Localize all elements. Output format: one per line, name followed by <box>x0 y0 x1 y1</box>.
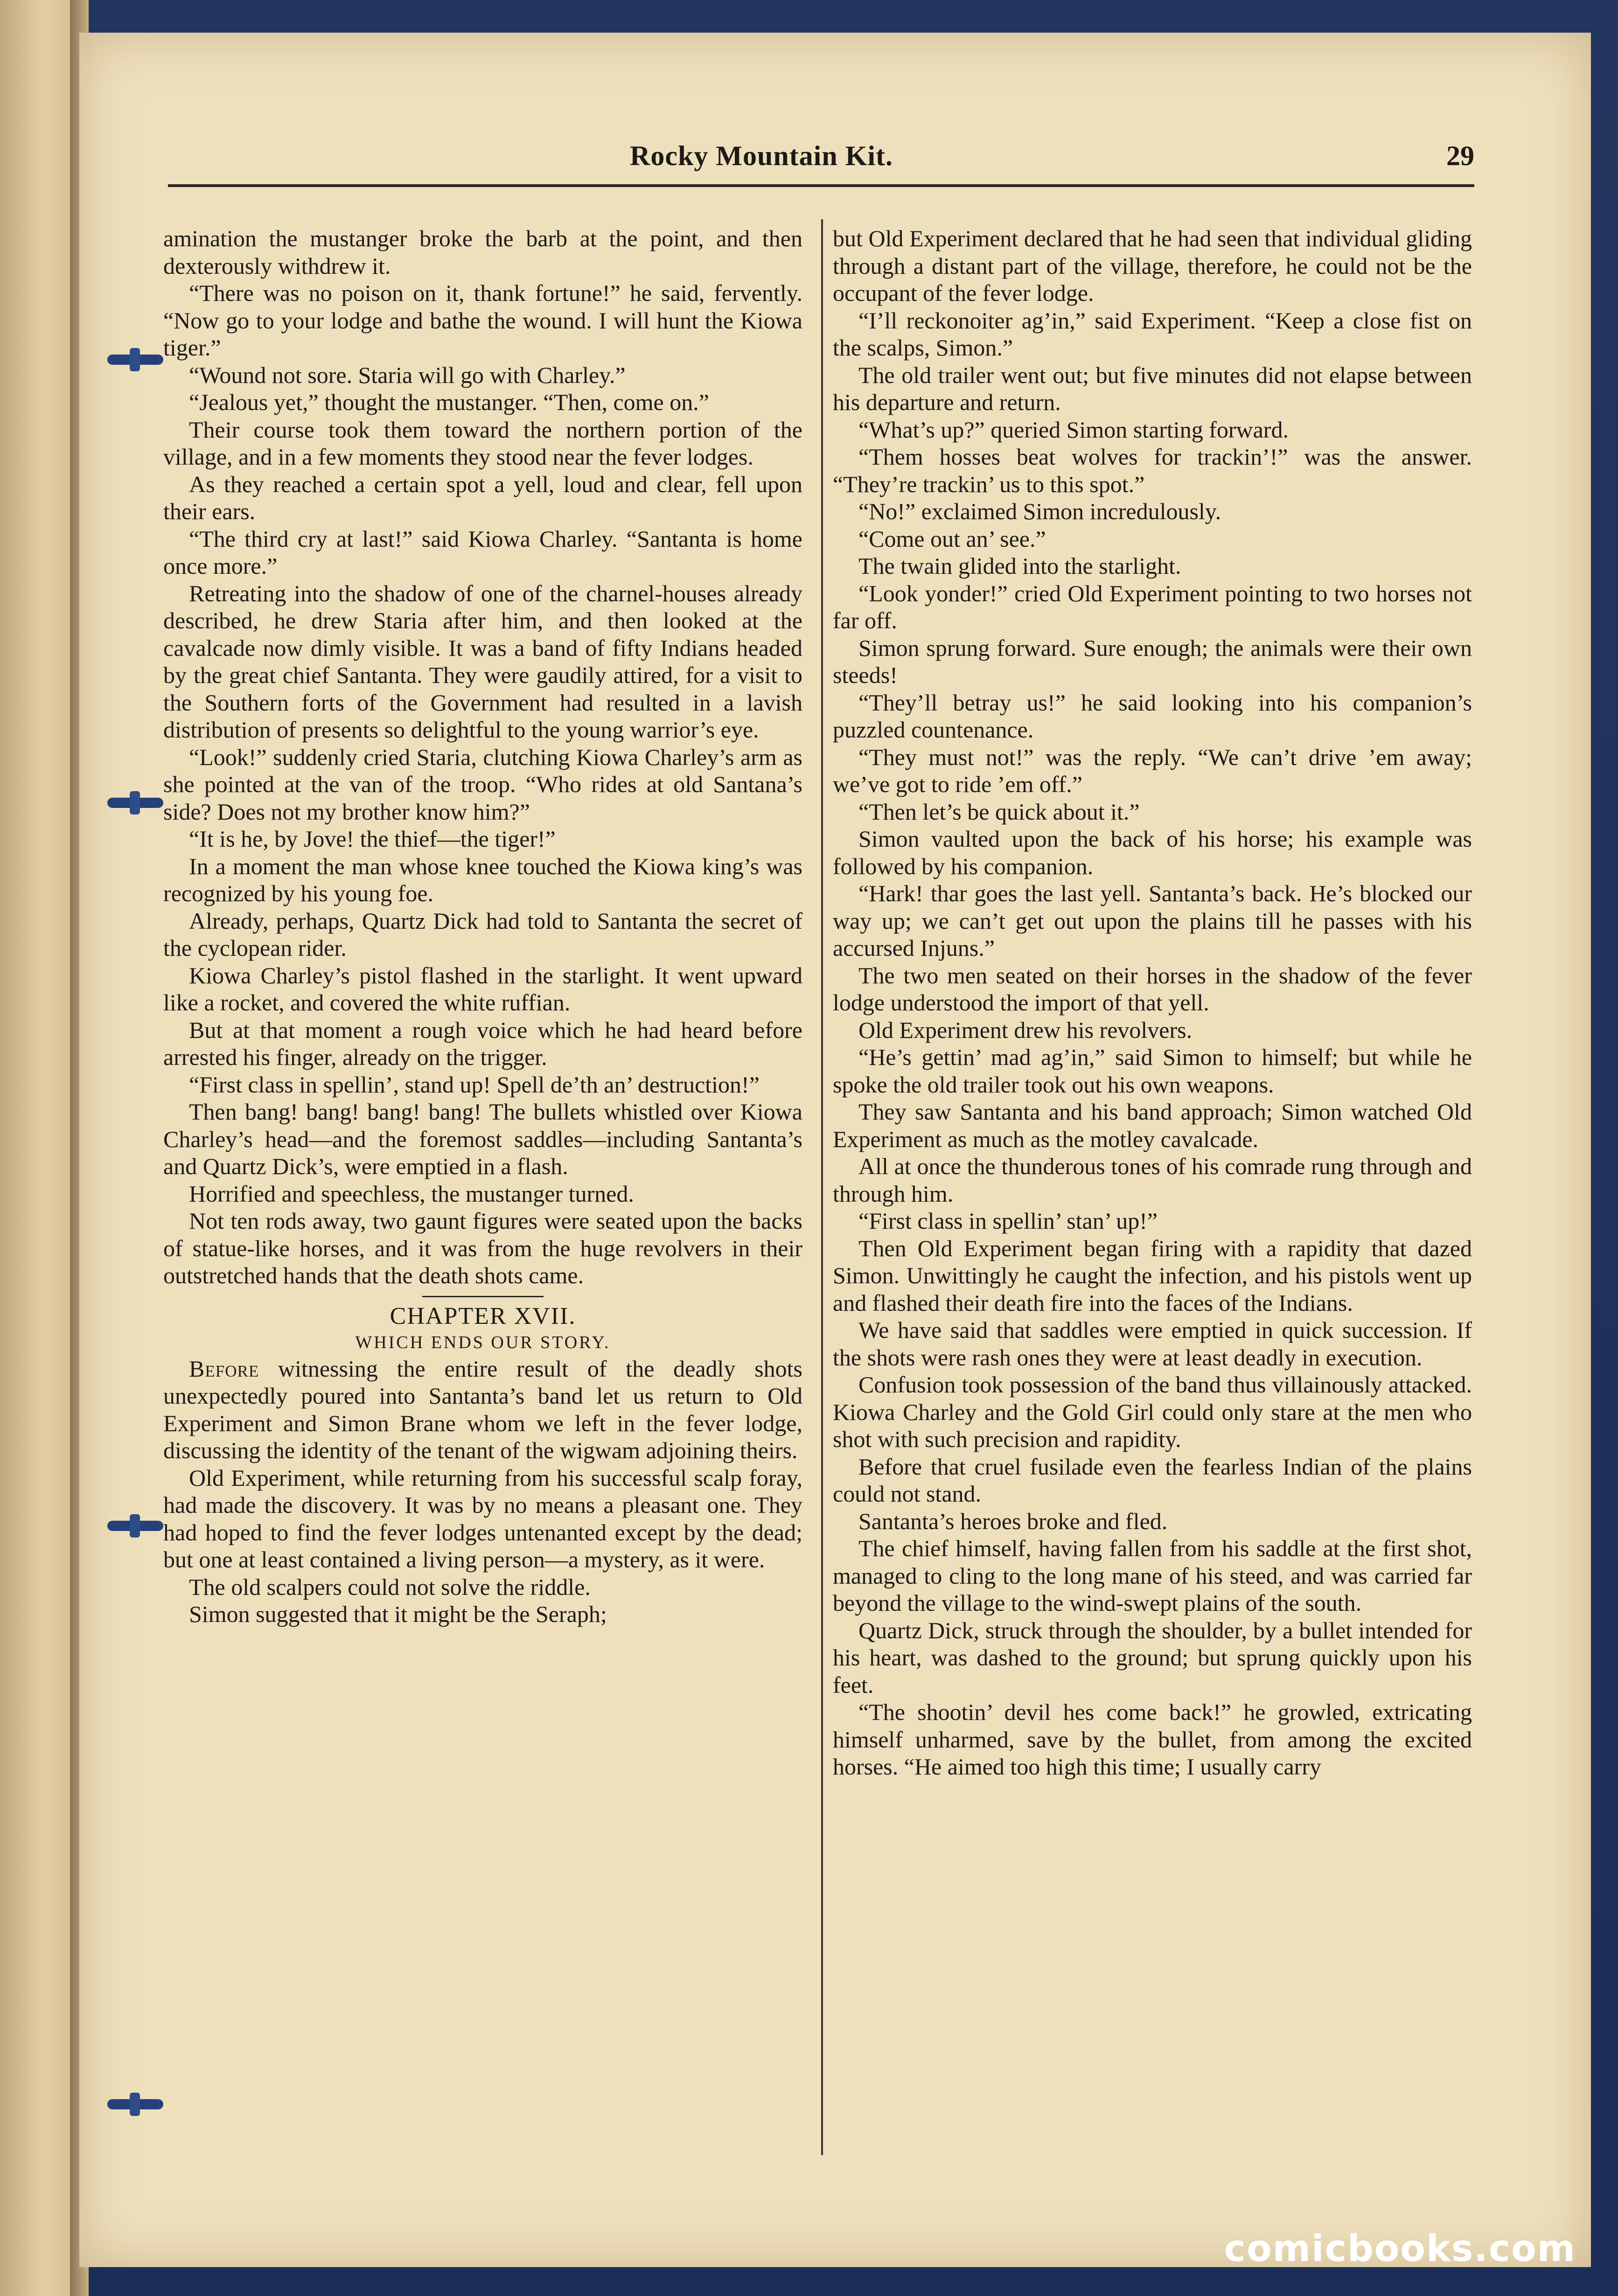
paragraph: Before that cruel fusilade even the fearless Indian of the plains could not stand. <box>833 1453 1472 1507</box>
paragraph: “He’s gettin’ mad ag’in,” said Simon to himself; but while he spoke the old trailer took out his own weapons. <box>833 1044 1472 1098</box>
paragraph: “They must not!” was the reply. “We can’t drive ’em away; we’ve got to ride ’em off.” <box>833 744 1472 797</box>
paragraph: Kiowa Charley’s pistol flashed in the starlight. It went upward like a rocket, and covered the white ruffian. <box>163 962 802 1016</box>
chapter-title: CHAPTER XVII. <box>390 1302 576 1329</box>
paragraph: Then Old Experiment began firing with a rapidity that dazed Simon. Unwittingly he caught the infection, and his pistols went up and flashed their death fire into the faces of the Indians. <box>833 1235 1472 1316</box>
paragraph: They saw Santanta and his band approach; Simon watched Old Experiment as much as the motley cavalcade. <box>833 1099 1472 1152</box>
paragraph: “They’ll betray us!” he said looking into his companion’s puzzled countenance. <box>833 689 1472 743</box>
paragraph: “Then let’s be quick about it.” <box>858 798 1140 825</box>
paragraph: “It is he, by Jove! the thief—the tiger!” <box>189 826 556 852</box>
paragraph: “Look!” suddenly cried Staria, clutching Kiowa Charley’s arm as she pointed at the van of the troop. “Who rides at old Santana’s side? Does not my brother know him?” <box>163 744 802 825</box>
paragraph: “Wound not sore. Staria will go with Charley.” <box>189 362 626 388</box>
watermark: comicbooks.com <box>1224 2228 1576 2270</box>
binding-stitch <box>107 1521 163 1531</box>
running-title: Rocky Mountain Kit. <box>630 140 893 171</box>
paragraph: “No!” exclaimed Simon incredulously. <box>858 498 1221 524</box>
chapter-rule <box>422 1296 544 1297</box>
previous-page-edge <box>0 0 70 2296</box>
paragraph: Then bang! bang! bang! bang! The bullets whistled over Kiowa Charley’s head—and the foremost saddles—including Santanta’s and Quartz Dick’s, were emptied in a flash. <box>163 1099 802 1179</box>
paragraph: “Look yonder!” cried Old Experiment pointing to two horses not far off. <box>833 580 1472 633</box>
paragraph-text: witnessing the entire result of the deadly shots unexpectedly poured into Santanta’s band let us return to Old Experiment and Simon Brane whom we left in the fever lodge, discussing the identity of the tenant of the wigwam adjoining theirs. <box>163 1355 802 1463</box>
paragraph: Horrified and speechless, the mustanger turned. <box>189 1180 634 1207</box>
paragraph: Confusion took possession of the band thus villainously attacked. Kiowa Charley and the Gold Girl could only stare at the men who shot with such precision and rapidity. <box>833 1371 1472 1452</box>
paragraph: Quartz Dick, struck through the shoulder, by a bullet intended for his heart, was dashed to the ground; but sprung quickly upon his feet. <box>833 1617 1472 1698</box>
paragraph: but Old Experiment declared that he had seen that individual gliding through a distant part of the village, therefore, he could not be the occupant of the fever lodge. <box>833 225 1472 306</box>
paragraph: “Hark! thar goes the last yell. Santanta’s back. He’s blocked our way up; we can’t get out upon the plains till he passes with his accursed Injuns.” <box>833 880 1472 961</box>
paragraph: The twain glided into the starlight. <box>858 553 1181 579</box>
paragraph: But at that moment a rough voice which he had heard before arrested his finger, already on the trigger. <box>163 1016 802 1070</box>
binding-stitch <box>107 2099 163 2109</box>
paragraph: Simon suggested that it might be the Seraph; <box>189 1601 607 1627</box>
paragraph: “Come out an’ see.” <box>858 525 1046 552</box>
right-column <box>833 225 1472 2175</box>
column-divider <box>821 219 823 2155</box>
paragraph: “Jealous yet,” thought the mustanger. “Then, come on.” <box>189 389 709 415</box>
paragraph: “There was no poison on it, thank fortune!” he said, fervently. “Now go to your lodge and bathe the wound. I will hunt the Kiowa tiger.” <box>163 280 802 361</box>
paragraph: Old Experiment, while returning from his successful scalp foray, had made the discovery. It was by no means a pleasant one. They had hoped to find the fever lodges untenanted except by the dead; but one at least contained a living person—a mystery, as it were. <box>163 1464 802 1572</box>
paragraph: amination the mustanger broke the barb at the point, and then dexterously withdrew it. <box>163 225 802 279</box>
paragraph: Simon sprung forward. Sure enough; the animals were their own steeds! <box>833 634 1472 688</box>
page-header <box>168 140 1474 187</box>
paragraph: Their course took them toward the northern portion of the village, and in a few moments they stood near the fever lodges. <box>163 416 802 470</box>
binding-stitch <box>107 798 163 808</box>
paragraph: “I’ll reckonoiter ag’in,” said Experiment. “Keep a close fist on the scalps, Simon.” <box>833 307 1472 361</box>
paragraph: The old trailer went out; but five minutes did not elapse between his departure and return. <box>833 362 1472 415</box>
paragraph: “First class in spellin’, stand up! Spell de’th an’ destruction!” <box>189 1071 760 1098</box>
chapter-heading <box>163 1296 802 1354</box>
paragraph: Not ten rods away, two gaunt figures were seated upon the backs of statue-like horses, and it was from the huge revolvers in their outstretched hands that the death shots came. <box>163 1208 802 1288</box>
paragraph: Simon vaulted upon the back of his horse; his example was followed by his companion. <box>833 826 1472 879</box>
paragraph: Old Experiment drew his revolvers. <box>858 1016 1193 1043</box>
paragraph: In a moment the man whose knee touched the Kiowa king’s was recognized by his young foe. <box>163 853 802 906</box>
paragraph: “Them hosses beat wolves for trackin’!” was the answer. “They’re trackin’ us to this spot.” <box>833 444 1472 497</box>
page-number: 29 <box>1446 140 1474 171</box>
paragraph: The old scalpers could not solve the riddle. <box>189 1573 591 1600</box>
paragraph: “The shootin’ devil hes come back!” he growled, extricating himself unharmed, save by the bullet, from among the excited horses. “He aimed too high this time; I usually carry <box>833 1699 1472 1780</box>
paragraph: As they reached a certain spot a yell, loud and clear, fell upon their ears. <box>163 471 802 524</box>
paragraph: Santanta’s heroes broke and fled. <box>858 1508 1168 1534</box>
header-rule <box>168 184 1474 187</box>
paragraph: We have said that saddles were emptied in quick succession. If the shots were rash ones they were at least deadly in execution. <box>833 1317 1472 1371</box>
paragraph: “What’s up?” queried Simon starting forward. <box>858 416 1289 443</box>
paragraph: The two men seated on their horses in the shadow of the fever lodge understood the import of that yell. <box>833 962 1472 1016</box>
paragraph: “First class in spellin’ stan’ up!” <box>858 1208 1158 1234</box>
paragraph: All at once the thunderous tones of his comrade rung through and through him. <box>833 1153 1472 1207</box>
paragraph: Already, perhaps, Quartz Dick had told to Santanta the secret of the cyclopean rider. <box>163 907 802 961</box>
paragraph: The chief himself, having fallen from his saddle at the first shot, managed to cling to the long mane of his steed, and was carried far beyond the village to the wind-swept plains of the south. <box>833 1535 1472 1616</box>
paragraph <box>163 1355 802 1464</box>
paragraph: Retreating into the shadow of one of the charnel-houses already described, he drew Staria after him, and then looked at the cavalcade now dimly visible. It was a band of fifty Indians headed by the great chief Santanta. They were gaudily attired, for a visit to the Southern forts of the Government had resulted in a lavish distribution of presents so delightful to the young warrior’s eye. <box>163 580 802 743</box>
chapter-subtitle: WHICH ENDS OUR STORY. <box>355 1332 611 1352</box>
left-column <box>163 225 802 2175</box>
paragraph: “The third cry at last!” said Kiowa Charley. “Santanta is home once more.” <box>163 525 802 579</box>
chapter-lead-word: Before <box>189 1355 259 1382</box>
binding-stitch <box>107 355 163 365</box>
